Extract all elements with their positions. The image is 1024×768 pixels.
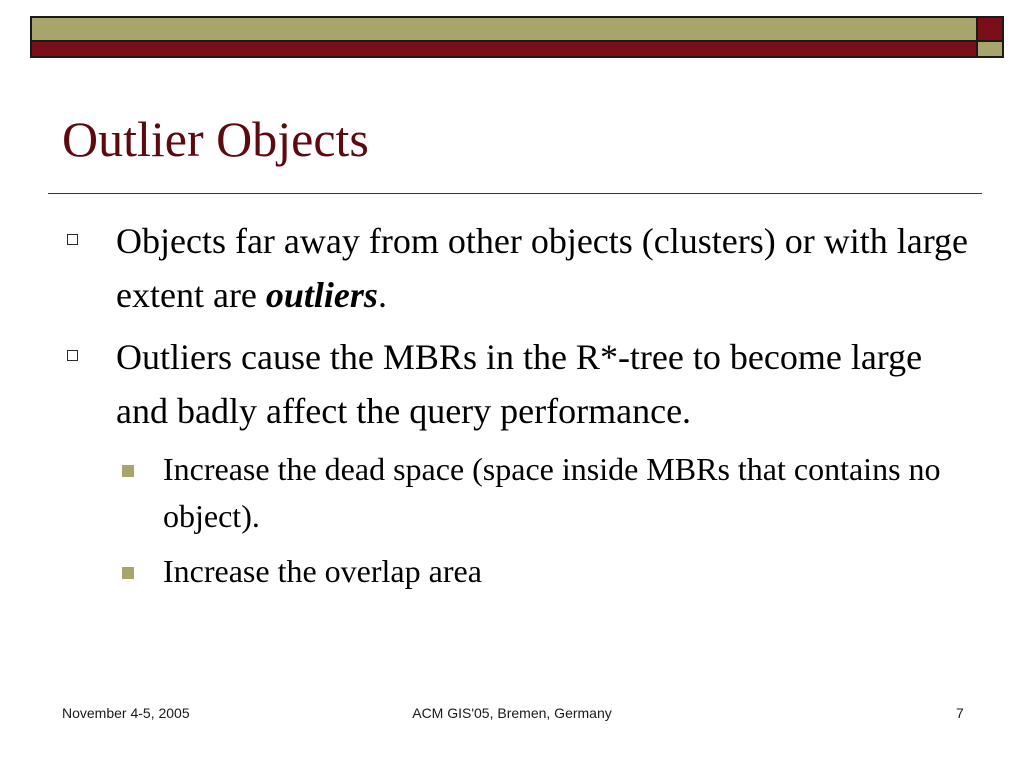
sub-bullet-text: Increase the dead space (space inside MBRs that contains no object). xyxy=(163,451,941,534)
bullet-outlier-effect xyxy=(60,330,980,438)
bullet-text-end: . xyxy=(377,275,387,315)
hollow-square-bullet-icon xyxy=(67,234,78,245)
top-decorative-bar xyxy=(30,16,978,58)
filled-square-bullet-icon xyxy=(122,567,134,579)
footer-date: November 4-5, 2005 xyxy=(62,705,190,721)
top-bar-olive-band xyxy=(32,18,976,42)
corner-olive-band xyxy=(978,40,1002,56)
top-bar-maroon-band xyxy=(32,40,976,56)
bullet-text: Objects far away from other objects (clusters) or with large extent are xyxy=(116,221,969,315)
bullet-outlier-definition xyxy=(60,214,980,322)
sub-bullet-dead-space xyxy=(60,446,980,540)
hollow-square-bullet-icon xyxy=(67,350,78,361)
filled-square-bullet-icon xyxy=(122,465,134,477)
emphasis-text: outliers xyxy=(265,275,378,315)
sub-bullet-overlap-area xyxy=(60,548,980,595)
title-divider xyxy=(48,193,982,194)
corner-maroon-band xyxy=(978,18,1002,42)
top-corner-block xyxy=(978,16,1004,58)
slide-content xyxy=(60,214,980,603)
slide-title: Outlier Objects xyxy=(62,111,369,167)
sub-bullet-text: Increase the overlap area xyxy=(163,553,482,589)
footer-event: ACM GIS'05, Bremen, Germany xyxy=(412,705,612,721)
footer-page-number: 7 xyxy=(956,705,964,721)
bullet-text: Outliers cause the MBRs in the R*-tree to become large and badly affect the query performance. xyxy=(116,337,923,431)
